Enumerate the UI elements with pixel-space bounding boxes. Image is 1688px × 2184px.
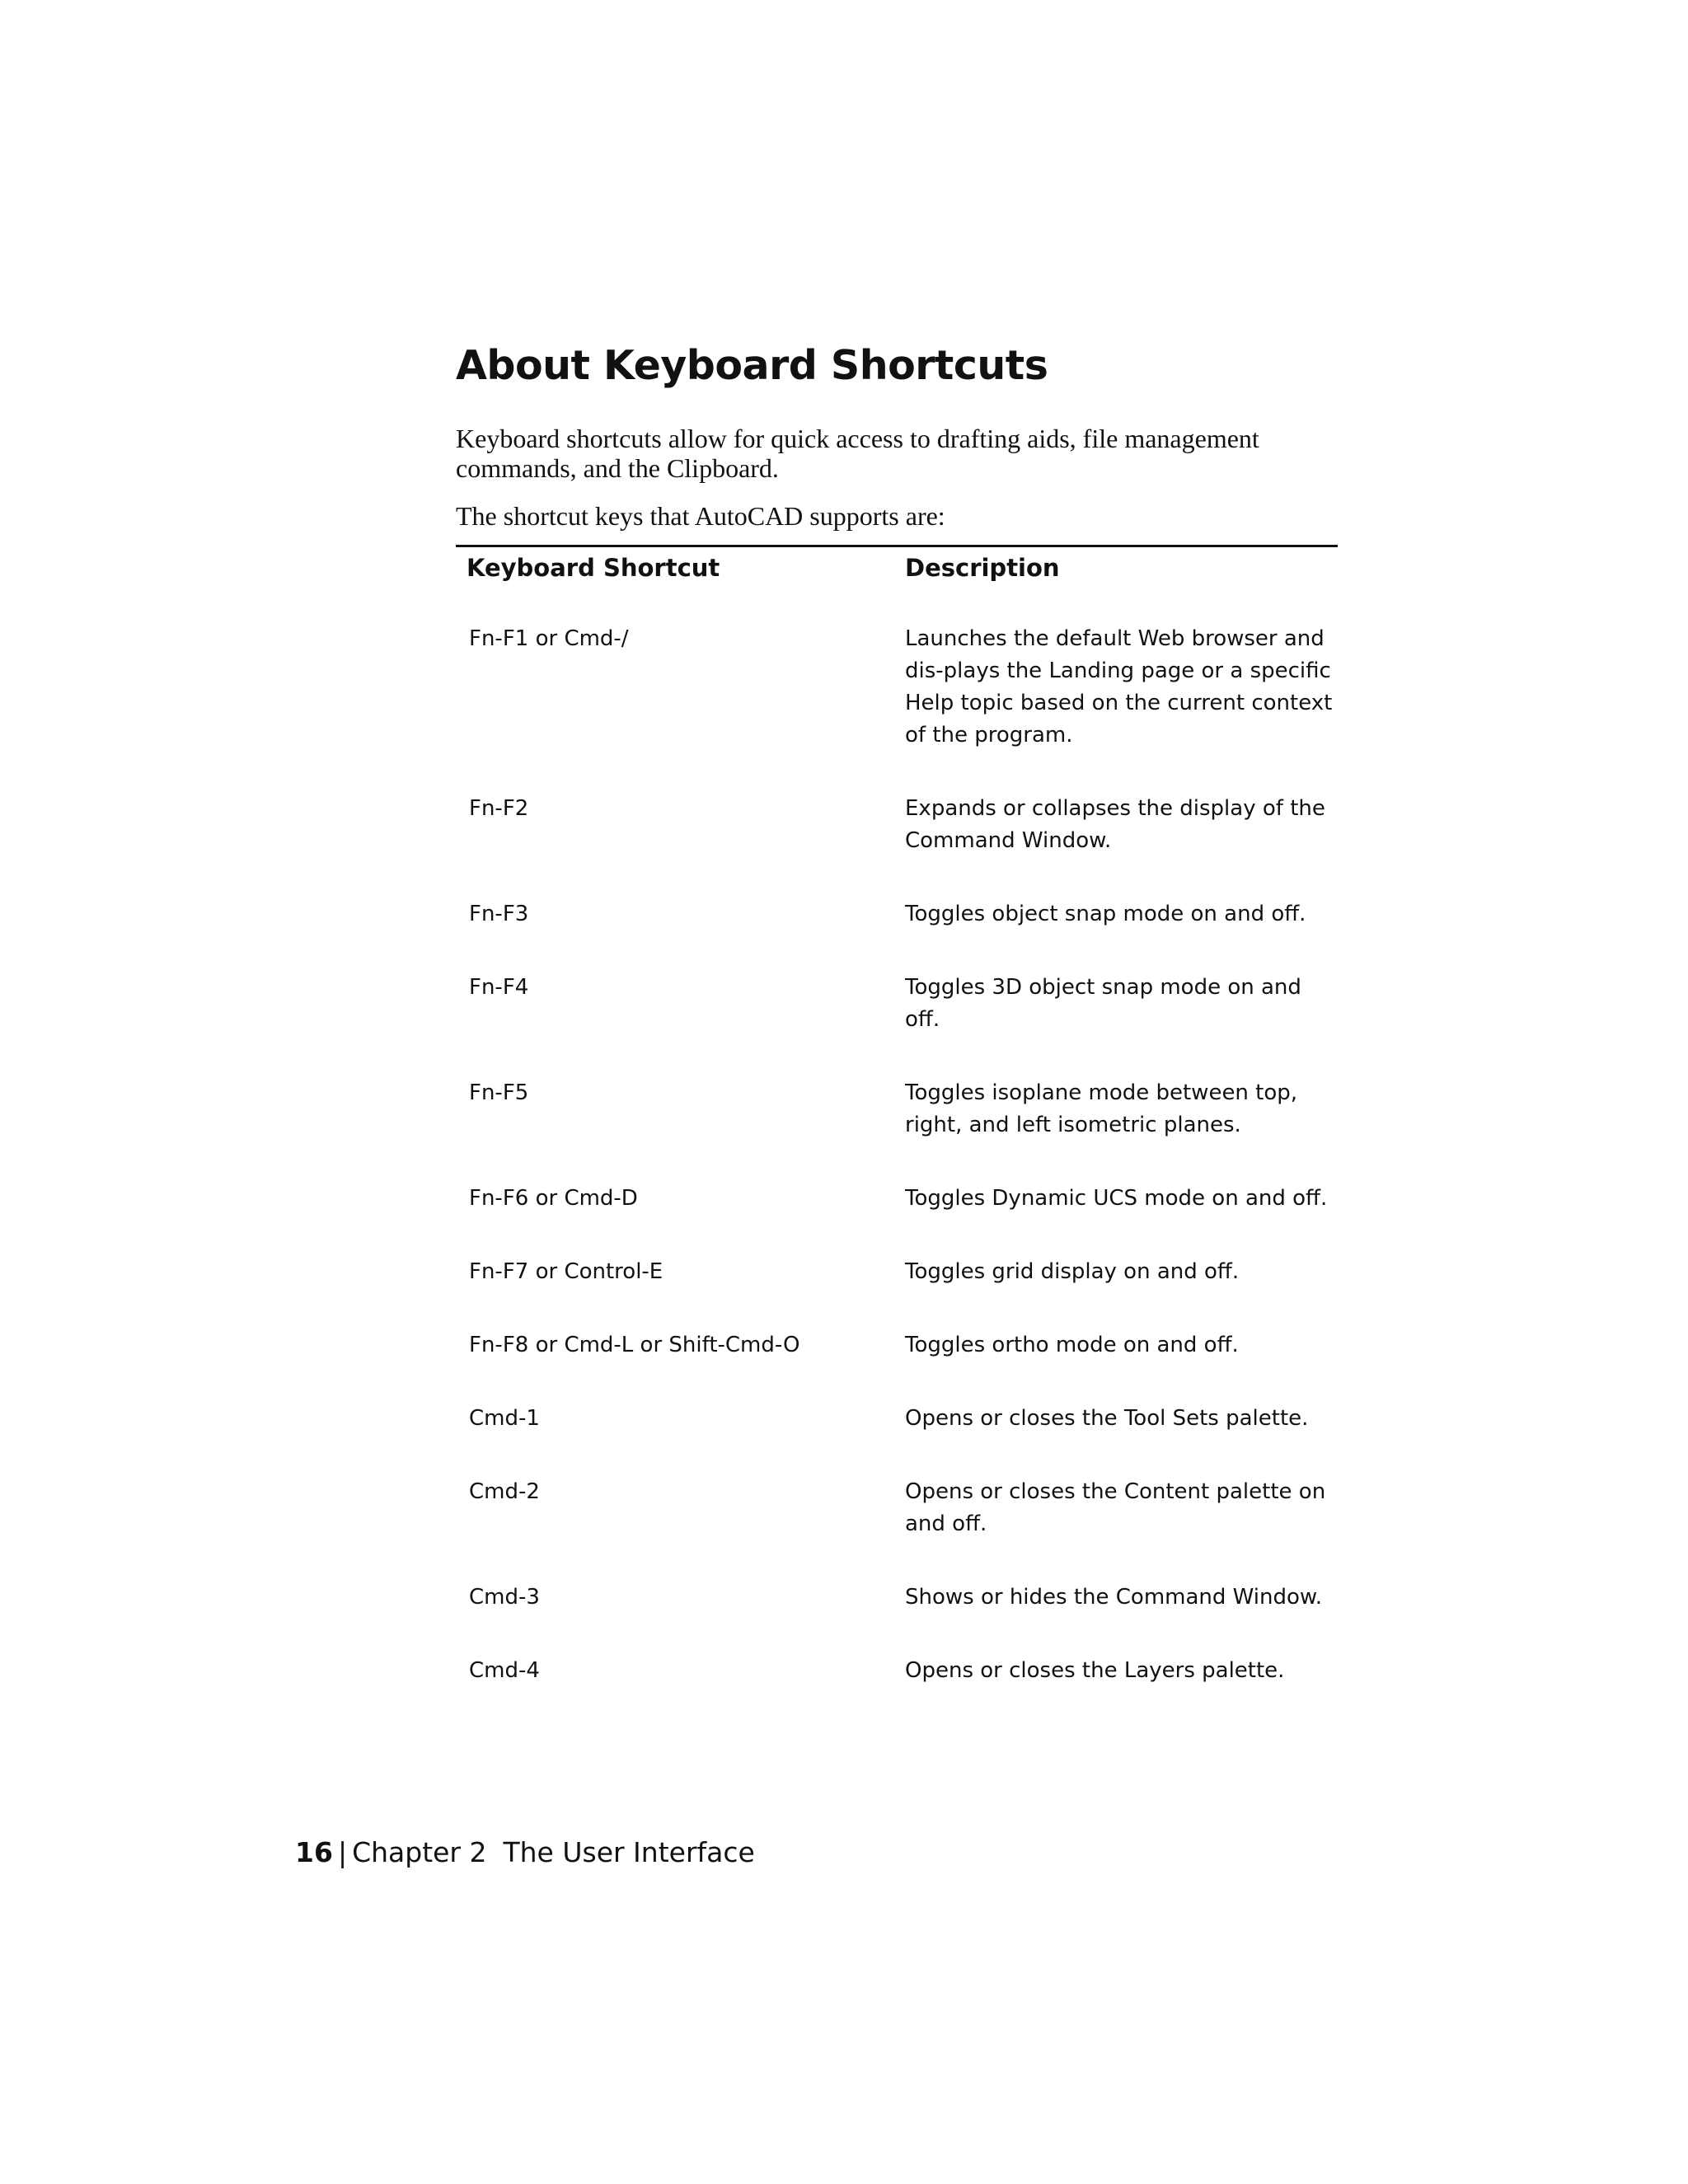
description-cell: Launches the default Web browser and dis-plays the Landing page or a specific Help topic based on the current context of the program. [905, 626, 1333, 748]
page-number: 16 [295, 1836, 333, 1868]
intro-paragraph: Keyboard shortcuts allow for quick access to drafting aids, file management commands, and the Clipboard. [456, 423, 1259, 483]
table-row [456, 793, 1338, 898]
description-cell: Opens or closes the Content palette on and off. [905, 1479, 1326, 1536]
table-row [456, 898, 1338, 972]
shortcut-table [456, 547, 1338, 1728]
shortcut-cell: Fn-F7 or Control-E [469, 1258, 663, 1284]
shortcut-cell: Cmd-4 [469, 1657, 540, 1683]
page-footer [295, 1836, 755, 1868]
table-row [456, 603, 1338, 793]
table-row [456, 1476, 1338, 1582]
table-row [456, 1329, 1338, 1403]
shortcut-cell: Fn-F1 or Cmd-/ [469, 626, 629, 651]
shortcut-cell: Fn-F2 [469, 795, 529, 821]
description-cell: Toggles grid display on and off. [905, 1258, 1240, 1284]
table-row [456, 1256, 1338, 1329]
table-row [456, 1077, 1338, 1183]
table-row [456, 1582, 1338, 1655]
shortcut-cell: Fn-F6 or Cmd-D [469, 1185, 638, 1211]
description-cell: Toggles Dynamic UCS mode on and off. [905, 1185, 1328, 1211]
description-cell: Opens or closes the Tool Sets palette. [905, 1405, 1309, 1431]
table-header-row [456, 547, 1338, 603]
description-cell: Toggles isoplane mode between top, right, and left isometric planes. [905, 1080, 1298, 1137]
description-cell: Toggles 3D object snap mode on and off. [905, 974, 1301, 1032]
intro-lead: The shortcut keys that AutoCAD supports are: [456, 500, 945, 531]
description-cell: Expands or collapses the display of the Command Window. [905, 795, 1325, 853]
table-row [456, 1403, 1338, 1476]
shortcut-cell: Fn-F3 [469, 901, 529, 926]
page-title: About Keyboard Shortcuts [456, 342, 1048, 389]
table-row [456, 972, 1338, 1077]
shortcut-cell: Cmd-1 [469, 1405, 540, 1431]
description-cell: Toggles ortho mode on and off. [905, 1332, 1239, 1357]
description-cell: Toggles object snap mode on and off. [905, 901, 1306, 926]
description-cell: Shows or hides the Command Window. [905, 1584, 1323, 1610]
table-row [456, 1183, 1338, 1256]
shortcut-cell: Cmd-3 [469, 1584, 540, 1610]
shortcut-cell: Fn-F8 or Cmd-L or Shift-Cmd-O [469, 1332, 800, 1357]
chapter-label: Chapter 2 [352, 1836, 487, 1868]
chapter-title: The User Interface [503, 1836, 755, 1868]
shortcut-cell: Cmd-2 [469, 1479, 540, 1504]
header-shortcut: Keyboard Shortcut [467, 553, 720, 582]
shortcut-cell: Fn-F5 [469, 1080, 529, 1105]
shortcut-cell: Fn-F4 [469, 974, 529, 1000]
page-content [456, 342, 1338, 1728]
footer-separator: | [337, 1836, 348, 1868]
header-description: Description [905, 553, 1060, 582]
table-row [456, 1655, 1338, 1728]
description-cell: Opens or closes the Layers palette. [905, 1657, 1285, 1683]
table-body [456, 603, 1338, 1728]
